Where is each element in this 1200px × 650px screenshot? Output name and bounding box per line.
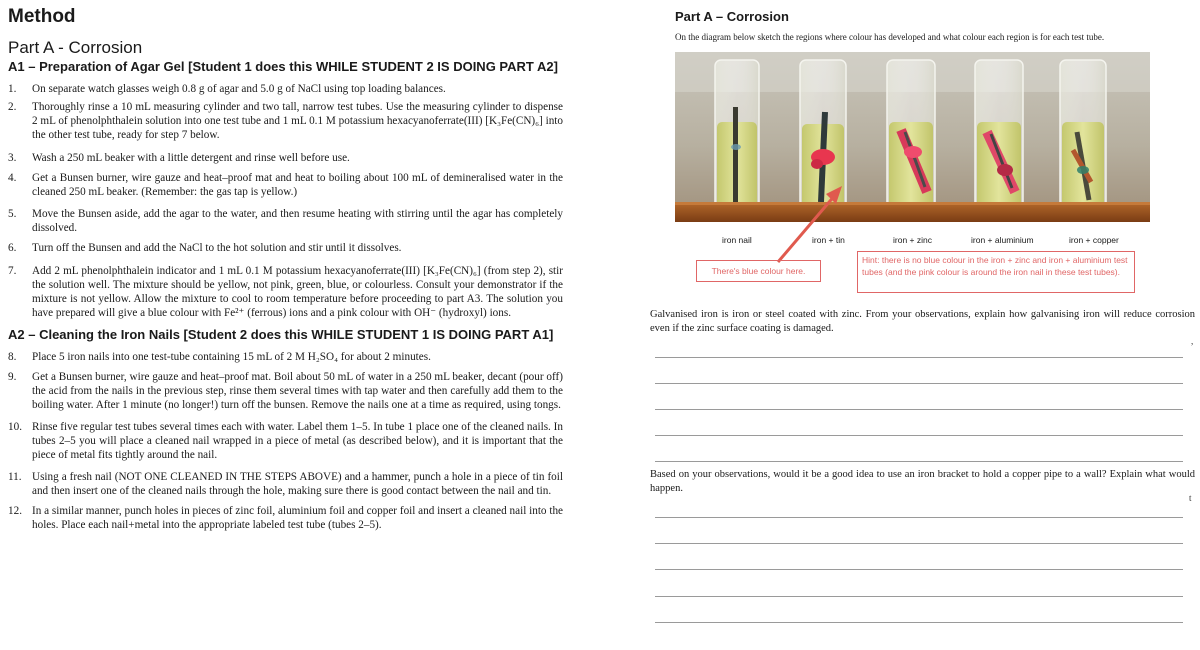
step-text: Add 2 mL phenolphthalein indicator and 1 mL 0.1 M potassium hexacyanoferrate(III) [K₃Fe(CN)₆] (from step 2), stir the solution well. The mixture should be yellow, not pink, green, blue, or colourless. Consult your demonstrator if the mixture is not yellow. Allow the mixture to cool to room temperature before proceeding to part A3. The solution you have prepared will give a blue colour with Fe²⁺ (ferrous) ions and a pink colour with OH⁻ (hydroxyl) ions. — [32, 265, 563, 319]
tube-iron-copper — [1060, 60, 1106, 210]
question-copper-pipe: Based on your observations, would it be a good idea to use an iron bracket to hold a copper pipe to a wall? Explain what would happen. — [650, 469, 1195, 494]
test-tubes-illustration — [675, 52, 1150, 222]
part-a-title: Part A – Corrosion — [675, 9, 789, 24]
step-number: 9. — [8, 371, 17, 383]
stray-mark: , — [1191, 336, 1194, 346]
tube-iron-nail — [715, 60, 759, 210]
test-tubes-photo — [675, 52, 1150, 222]
worksheet-column — [650, 0, 1200, 650]
step-text: In a similar manner, punch holes in pieces of zinc foil, aluminium foil and copper foil and insert a cleaned nail into the holes. Place each nail+metal into the appropriate labeled test tube (tubes 2–5). — [32, 505, 563, 531]
step-text: Using a fresh nail (NOT ONE CLEANED IN THE STEPS ABOVE) and a hammer, punch a hole in a piece of tin foil and then insert one of the cleaned nails through the hole, making sure there is good contact between the nail and tin. — [32, 471, 563, 497]
answer-line[interactable] — [655, 596, 1183, 597]
stray-mark: t — [1189, 493, 1192, 503]
step-text: Place 5 iron nails into one test-tube containing 15 mL of 2 M H₂SO₄ for about 2 minutes. — [32, 351, 431, 363]
step-number: 8. — [8, 351, 17, 363]
step-8 — [8, 350, 563, 364]
step-4 — [8, 171, 563, 199]
step-text: Thoroughly rinse a 10 mL measuring cylinder and two tall, narrow test tubes. Use the measuring cylinder to dispense 2 mL of phenolphthalein solution into one test tube and 1 mL 0.1 M potassium hexacyanoferrate(III) [K₃Fe(CN)₆] into the other test tube, ready for step 7 below. — [32, 101, 563, 141]
answer-line[interactable] — [655, 569, 1183, 570]
step-text: Turn off the Bunsen and add the NaCl to the hot solution and stir until it dissolves. — [32, 242, 402, 254]
tube-label-iron-tin: iron + tin — [812, 235, 845, 245]
tube-label-iron-copper: iron + copper — [1069, 235, 1119, 245]
hint-box: Hint: there is no blue colour in the iron + zinc and iron + aluminium test tubes (and the pink colour is around the iron nail in these test tubes). — [857, 251, 1135, 293]
step-text: On separate watch glasses weigh 0.8 g of agar and 5.0 g of NaCl using top loading balances. — [32, 83, 446, 95]
method-column — [0, 0, 570, 650]
tube-label-iron-zinc: iron + zinc — [893, 235, 932, 245]
answer-line[interactable] — [655, 517, 1183, 518]
step-number: 6. — [8, 242, 17, 254]
tube-label-iron-nail: iron nail — [722, 235, 752, 245]
answer-line[interactable] — [655, 543, 1183, 544]
step-9 — [8, 370, 563, 412]
step-number: 11. — [8, 471, 22, 483]
step-7 — [8, 264, 563, 320]
step-number: 10. — [8, 421, 22, 433]
a1-heading: A1 – Preparation of Agar Gel [Student 1 does this WHILE STUDENT 2 IS DOING PART A2] — [8, 59, 558, 74]
step-5 — [8, 207, 563, 235]
step-12 — [8, 504, 563, 532]
step-11 — [8, 470, 563, 498]
blue-colour-note: There's blue colour here. — [696, 260, 821, 282]
step-text: Get a Bunsen burner, wire gauze and heat–proof mat. Boil about 50 mL of water in a 250 mL beaker, decant (pour off) the acid from the nails in the previous step, rinse them several times with tap water and then carefully add them to the boiling water. After 1 minute (no longer!) turn off the bunsen. Remove the nails one at a time as required, using tongs. — [32, 371, 563, 411]
step-text: Get a Bunsen burner, wire gauze and heat–proof mat and heat to boiling about 100 mL of demineralised water in the cleaned 250 mL beaker. (Remember: the gas tap is yellow.) — [32, 172, 563, 198]
part-a-heading: Part A - Corrosion — [8, 38, 143, 57]
question-galvanised: Galvanised iron is iron or steel coated with zinc. From your observations, explain how galvanising iron will reduce corrosion even if the zinc surface coating is damaged. — [650, 309, 1195, 334]
step-2 — [8, 100, 563, 142]
step-text: Wash a 250 mL beaker with a little detergent and rinse well before use. — [32, 152, 350, 164]
step-number: 4. — [8, 172, 17, 184]
step-10 — [8, 420, 563, 462]
step-number: 2. — [8, 101, 17, 113]
step-number: 5. — [8, 208, 17, 220]
answer-line[interactable] — [655, 409, 1183, 410]
answer-line[interactable] — [655, 461, 1183, 462]
step-number: 12. — [8, 505, 22, 517]
diagram-instruction: On the diagram below sketch the regions where colour has developed and what colour each region is for each test tube. — [675, 32, 1105, 42]
answer-line[interactable] — [655, 622, 1183, 623]
tube-label-iron-aluminium: iron + aluminium — [971, 235, 1034, 245]
tube-iron-zinc — [887, 60, 935, 210]
step-text: Move the Bunsen aside, add the agar to the water, and then resume heating with stirring until the agar has completely dissolved. — [32, 208, 563, 234]
answer-line[interactable] — [655, 383, 1183, 384]
step-1 — [8, 82, 563, 96]
tube-iron-aluminium — [975, 60, 1023, 210]
step-text: Rinse five regular test tubes several times each with water. Label them 1–5. In tube 1 place one of the cleaned nails. In tubes 2–5 you will place a cleaned nail wrapped in a piece of metal (as described below), and it is important that the piece of metal fits tightly around the nail. — [32, 421, 563, 461]
step-3 — [8, 151, 563, 165]
step-number: 3. — [8, 152, 17, 164]
answer-line[interactable] — [655, 357, 1183, 358]
step-number: 1. — [8, 83, 17, 95]
step-number: 7. — [8, 265, 17, 277]
a2-heading: A2 – Cleaning the Iron Nails [Student 2 does this WHILE STUDENT 1 IS DOING PART A1] — [8, 327, 554, 342]
step-6 — [8, 241, 563, 255]
answer-line[interactable] — [655, 435, 1183, 436]
method-heading: Method — [8, 6, 76, 27]
